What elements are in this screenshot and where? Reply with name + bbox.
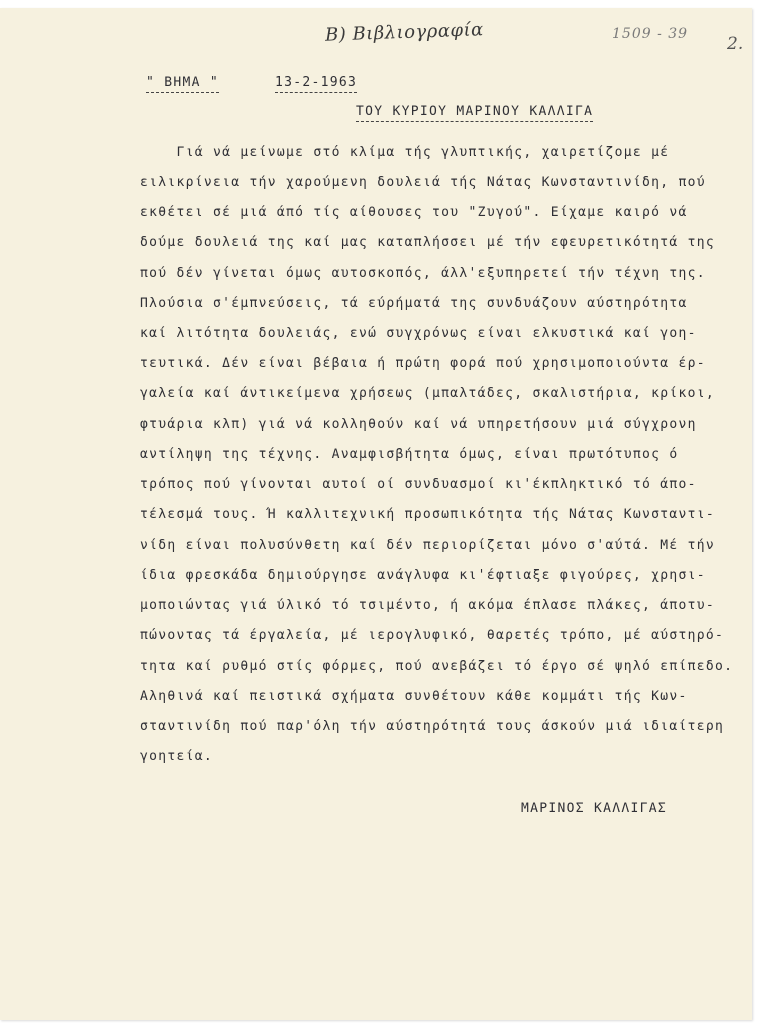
body-line: εκθέτει σέ μιά άπό τίς αίθουσες του "Ζυγού". Είχαμε καιρό νά [140, 205, 688, 220]
body-line: φτυάρια κλπ) γιά νά κολληθούν καί νά υπηρετήσουν μιά σύγχρονη [140, 417, 697, 432]
publication-date: 13-2-1963 [275, 75, 357, 93]
body-line: αντίληψη της τέχνης. Αναμφισβήτητα όμως, είναι πρωτότυπος ό [140, 447, 679, 462]
body-line: τέλεσμά τους. Ή καλλιτεχνική προσωπικότητα τής Νάτας Κωνσταντι- [140, 507, 715, 522]
body-line: ίδια φρεσκάδα δημιούργησε ανάγλυφα κι'έφτιαξε φιγούρες, χρησι- [140, 568, 706, 583]
author-signature: ΜΑΡΙΝΟΣ ΚΑΛΛΙΓΑΣ [521, 801, 668, 816]
newspaper-name: " ΒΗΜΑ " [146, 75, 219, 93]
body-line: Αληθινά καί πειστικά σχήματα συνθέτουν κάθε κομμάτι τής Κων- [140, 689, 688, 704]
body-line: μοποιώντας γιά ύλικό τό τσιμέντο, ή ακόμα έπλασε πλάκες, άποτυ- [140, 598, 715, 613]
body-line: τητα καί ρυθμό στίς φόρμες, πού ανεβάζει τό έργο σέ ψηλό επίπεδο. [140, 659, 734, 674]
body-line: νίδη είναι πολυσύνθετη καί δέν περιορίζεται μόνο σ'αύτά. Μέ τήν [140, 538, 715, 553]
handwritten-page-number: 2. [727, 34, 744, 54]
handwritten-reference-number: 1509 - 39 [612, 26, 689, 42]
body-line: πού δέν γίνεται όμως αυτοσκοπός, άλλ'εξυπηρετεί τήν τέχνη της. [140, 266, 706, 281]
body-line: Πλούσια σ'έμπνεύσεις, τά εύρήματά της συνδυάζουν αύστηρότητα [140, 296, 688, 311]
body-line: σταντινίδη πού παρ'όλη τήν αύστηρότητά τους άσκούν μιά ιδιαίτερη [140, 719, 725, 734]
article-heading: ΤΟΥ ΚΥΡΙΟΥ ΜΑΡΙΝΟΥ ΚΑΛΛΙΓΑ [356, 104, 593, 122]
body-line: γοητεία. [140, 749, 214, 764]
handwritten-title: Β) Βιβλιογραφία [324, 19, 485, 46]
body-line: γαλεία καί άντικείμενα χρήσεως (μπαλτάδες, σκαλιστήρια, κρίκοι, [140, 386, 715, 401]
body-line: τρόπος πού γίνονται αυτοί οί συνδυασμοί κι'έκπληκτικό τό άπο- [140, 477, 697, 492]
body-line: Γιά νά μείνωμε στό κλίμα τής γλυπτικής, χαιρετίζομε μέ [140, 145, 670, 160]
body-line: πώνοντας τά έργαλεία, μέ ιερογλυφικό, θαρετές τρόπο, μέ αύστηρό- [140, 628, 725, 643]
body-line: δούμε δουλειά της καί μας καταπλήσσει μέ τήν εφευρετικότητά της [140, 235, 715, 250]
body-line: ειλικρίνεια τήν χαρούμενη δουλειά τής Νάτας Κωνσταντινίδη, πού [140, 175, 706, 190]
document-page [0, 8, 752, 1020]
body-line: καί λιτότητα δουλειάς, ενώ συγχρόνως είναι ελκυστικά καί γοη- [140, 326, 697, 341]
body-line: τευτικά. Δέν είναι βέβαια ή πρώτη φορά πού χρησιμοποιούντα έρ- [140, 356, 706, 371]
